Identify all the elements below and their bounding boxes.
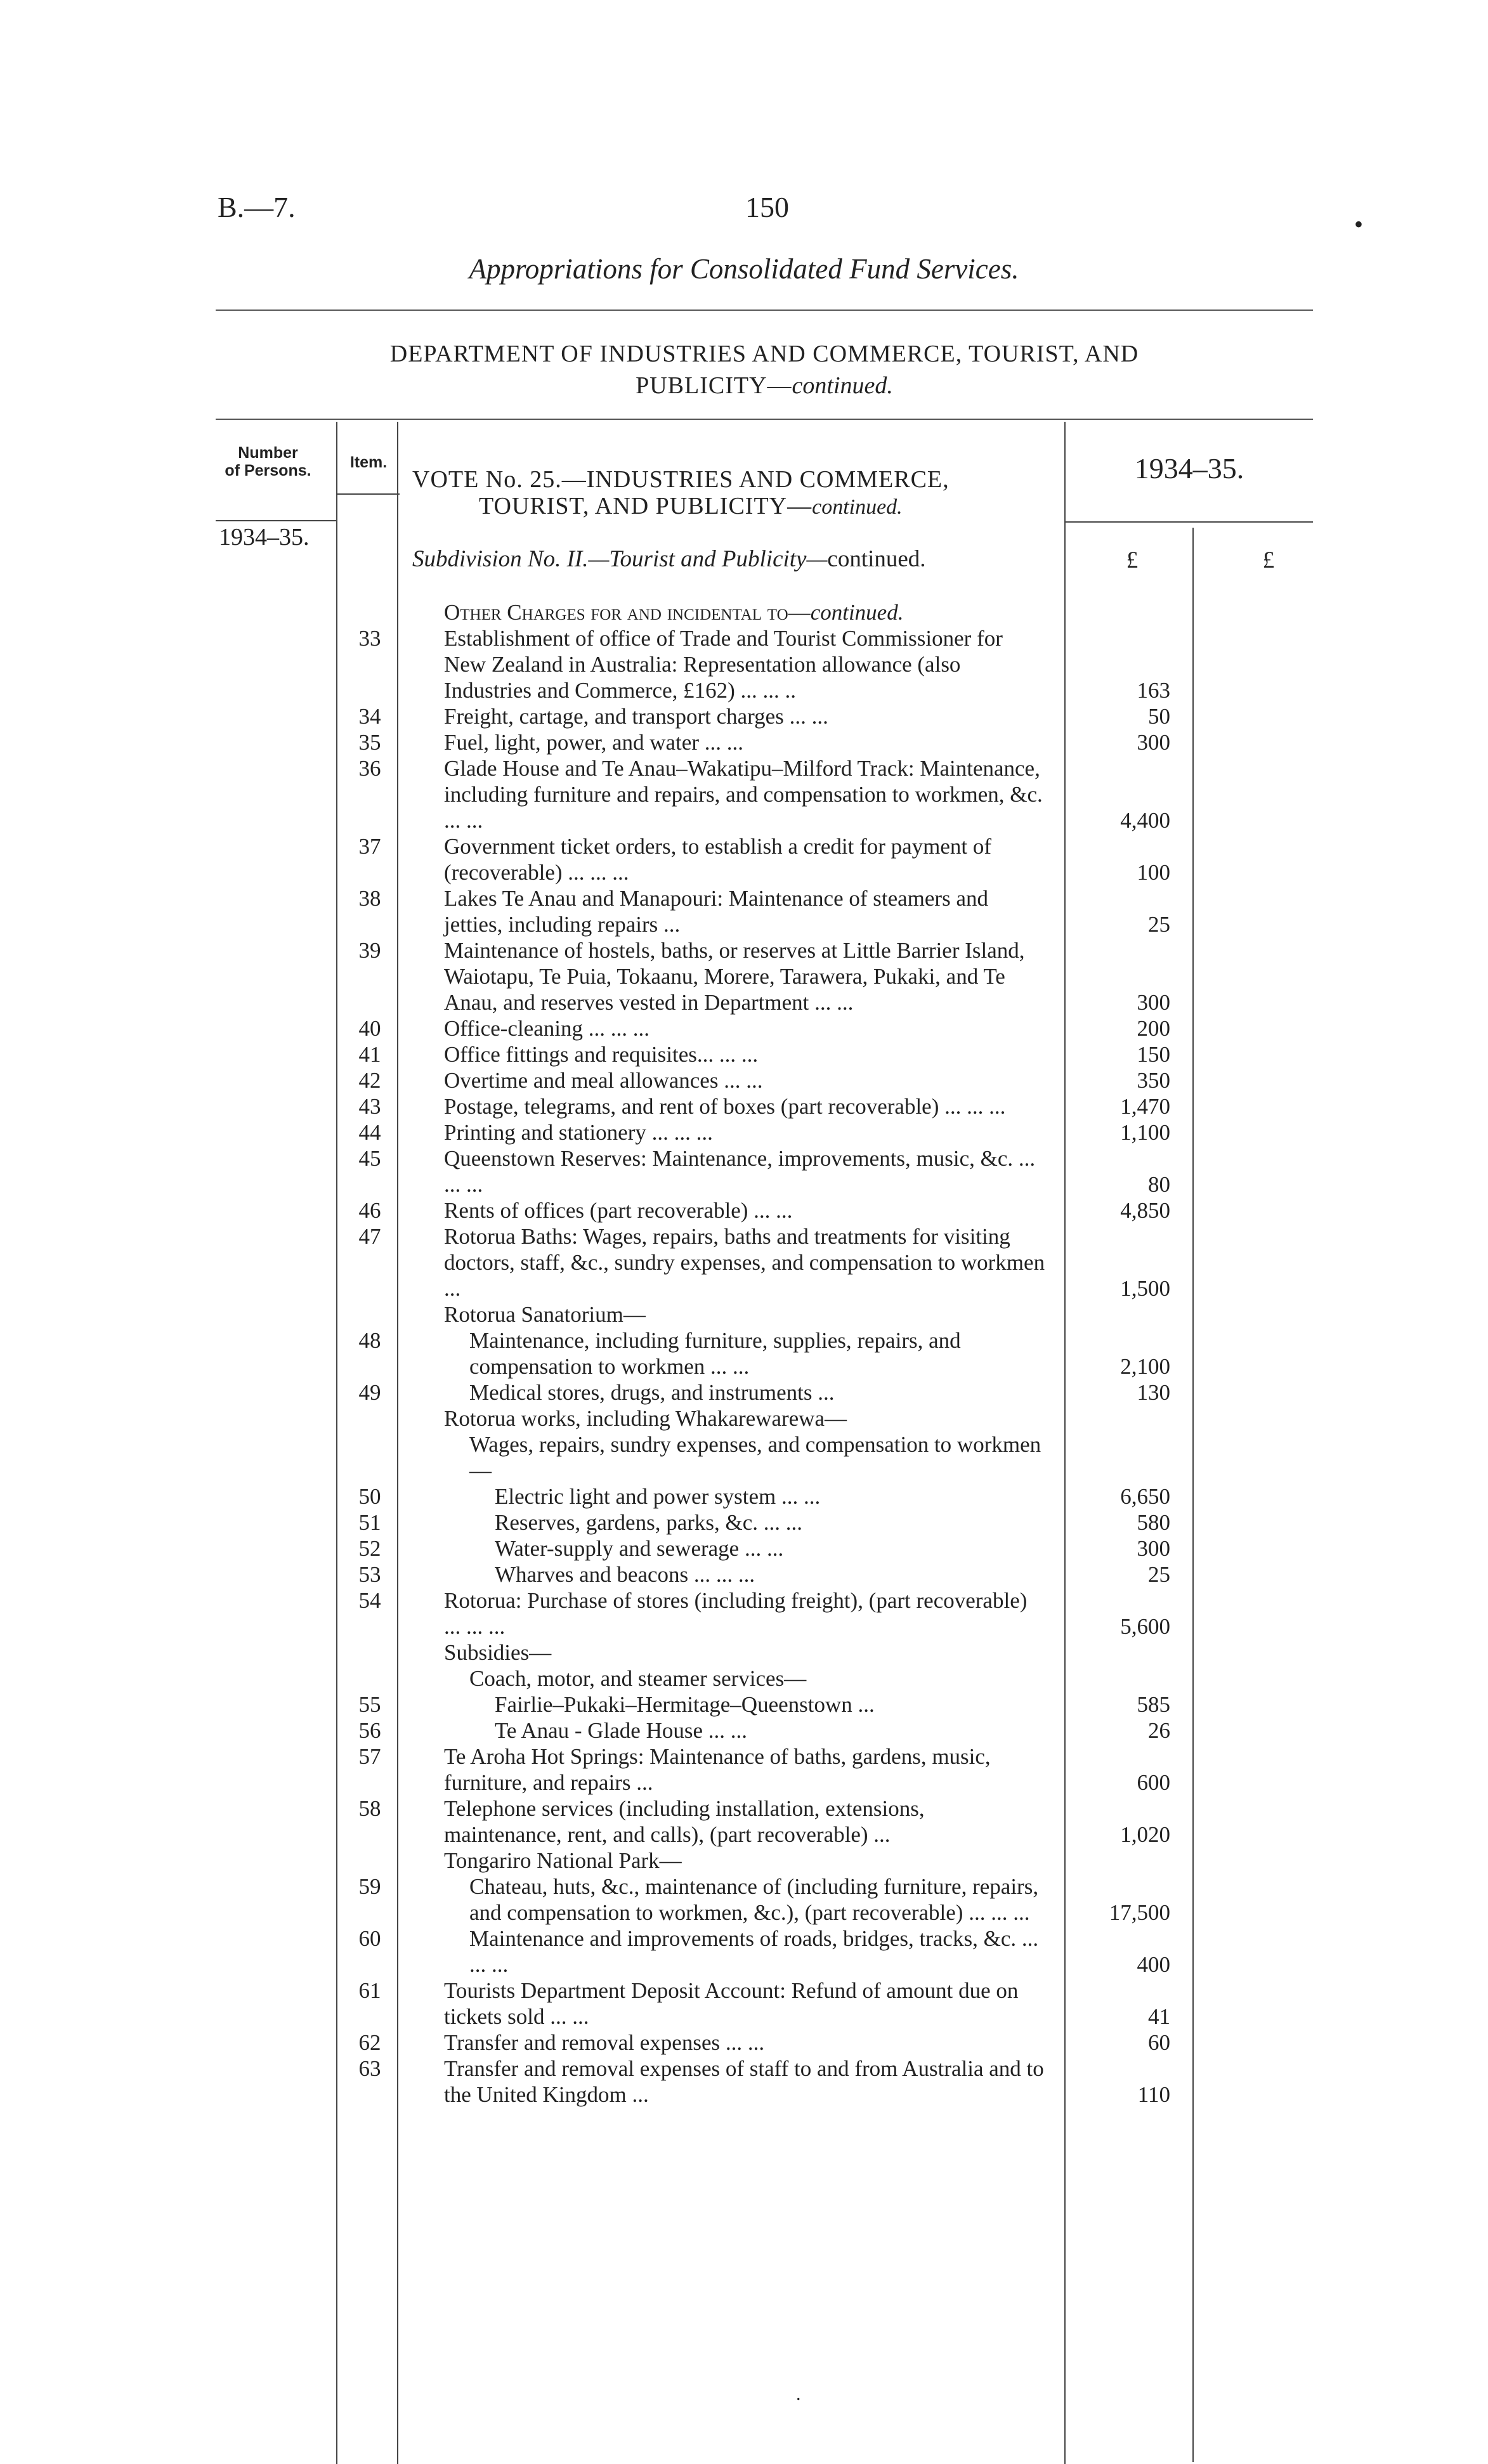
item-amount: 60 xyxy=(1148,2030,1170,2055)
item-amount: 200 xyxy=(1137,1016,1170,1041)
department-title xyxy=(216,338,1313,401)
item-description: Transfer and removal expenses of staff to and from Australia and to the United Kingdom ... xyxy=(444,2056,1044,2107)
item-number: 60 xyxy=(358,1926,381,1951)
item-description: Coach, motor, and steamer services— xyxy=(469,1666,807,1691)
item-description: Reserves, gardens, parks, &c. ... ... xyxy=(495,1510,803,1535)
table-row xyxy=(0,1665,1488,1692)
item-description: Chateau, huts, &c., maintenance of (including furniture, repairs, and compensation to workmen, &c.), (part recoverable) ... ... ... xyxy=(469,1874,1039,1925)
item-number: 50 xyxy=(358,1484,381,1509)
subdivision-continued: continued. xyxy=(827,546,926,572)
subdivision-heading: Subdivision No. II.—Tourist and Publicity—continued. xyxy=(412,546,926,572)
table-row xyxy=(0,1874,1488,1926)
persons-header-rule xyxy=(216,520,336,521)
table-row xyxy=(0,1509,1488,1535)
department-continued: continued. xyxy=(792,372,893,399)
item-amount: 4,400 xyxy=(1120,808,1170,833)
item-description: Wages, repairs, sundry expenses, and compensation to workmen— xyxy=(469,1432,1041,1483)
item-amount: 300 xyxy=(1137,730,1170,755)
table-row xyxy=(0,1197,1488,1223)
table-row xyxy=(0,1926,1488,1978)
item-description: Maintenance and improvements of roads, bridges, tracks, &c. ... ... ... xyxy=(469,1926,1039,1977)
item-number: 41 xyxy=(358,1042,381,1067)
item-description: Subsidies— xyxy=(444,1640,552,1665)
table-row xyxy=(0,1587,1488,1639)
item-description: Government ticket orders, to establish a credit for payment of (recoverable) ... ... ... xyxy=(444,834,992,885)
item-description: Wharves and beacons ... ... ... xyxy=(495,1562,755,1587)
item-description: Glade House and Te Anau–Wakatipu–Milford Track: Maintenance, including furniture and repairs, and compensation to workmen, &c. ... ... xyxy=(444,756,1043,833)
table-row xyxy=(0,1978,1488,2030)
item-description: Office-cleaning ... ... ... xyxy=(444,1016,649,1041)
currency-symbol-total: £ xyxy=(1262,547,1275,573)
vote-header xyxy=(412,466,1047,521)
document-reference: B.—7. xyxy=(218,191,296,223)
item-description: Electric light and power system ... ... xyxy=(495,1484,821,1509)
table-row xyxy=(0,1223,1488,1301)
item-description: Maintenance, including furniture, supplies, repairs, and compensation to workmen ... ... xyxy=(469,1328,961,1379)
item-number: 35 xyxy=(358,730,381,755)
persons-year: 1934–35. xyxy=(219,524,310,551)
item-number: 54 xyxy=(358,1588,381,1613)
table-row xyxy=(0,1405,1488,1431)
item-number: 63 xyxy=(358,2056,381,2081)
table-row xyxy=(0,937,1488,1015)
item-amount: 26 xyxy=(1148,1718,1170,1743)
department-title-line2: PUBLICITY—continued. xyxy=(636,372,893,399)
item-number: 57 xyxy=(358,1744,381,1769)
item-amount: 150 xyxy=(1137,1042,1170,1067)
item-number: 43 xyxy=(358,1094,381,1119)
item-header: Item. xyxy=(349,453,388,471)
item-description: Te Aroha Hot Springs: Maintenance of baths, gardens, music, furniture, and repairs ... xyxy=(444,1744,991,1795)
item-number: 42 xyxy=(358,1068,381,1093)
item-description: Maintenance of hostels, baths, or reserves at Little Barrier Island, Waiotapu, Te Puia, Tokaanu, Morere, Tarawera, Pukaki, and Te Anau, and reserves vested in Department ... ... xyxy=(444,938,1025,1015)
item-number: 61 xyxy=(358,1978,381,2003)
item-number: 36 xyxy=(358,756,381,781)
table-row xyxy=(0,1848,1488,1874)
item-description: Tourists Department Deposit Account: Refund of amount due on tickets sold ... ... xyxy=(444,1978,1019,2029)
item-description: Queenstown Reserves: Maintenance, improvements, music, &c. ... ... ... xyxy=(444,1146,1036,1197)
table-row xyxy=(0,1431,1488,1483)
item-description: Te Anau - Glade House ... ... xyxy=(495,1718,748,1743)
item-number: 53 xyxy=(358,1562,381,1587)
table-row xyxy=(0,1379,1488,1405)
table-row xyxy=(0,1067,1488,1093)
item-amount: 163 xyxy=(1137,678,1170,703)
item-number: 39 xyxy=(358,938,381,963)
table-row xyxy=(0,1692,1488,1718)
year-header-rule xyxy=(1064,521,1313,523)
item-number: 33 xyxy=(358,626,381,651)
item-amount: 300 xyxy=(1137,990,1170,1015)
table-row xyxy=(0,1561,1488,1587)
item-number: 45 xyxy=(358,1146,381,1171)
item-description: Rotorua Sanatorium— xyxy=(444,1302,646,1327)
item-description: Freight, cartage, and transport charges ... ... xyxy=(444,704,828,729)
table-row xyxy=(0,1483,1488,1509)
item-description: Telephone services (including installation, extensions, maintenance, rent, and calls), (part recoverable) ... xyxy=(444,1796,925,1847)
item-amount: 1,100 xyxy=(1120,1120,1170,1145)
item-amount: 350 xyxy=(1137,1068,1170,1093)
item-description: Printing and stationery ... ... ... xyxy=(444,1120,713,1145)
table-row xyxy=(0,755,1488,833)
item-amount: 1,470 xyxy=(1120,1094,1170,1119)
item-number: 49 xyxy=(358,1380,381,1405)
table-row xyxy=(0,1535,1488,1561)
item-amount: 41 xyxy=(1148,2004,1170,2029)
table-row xyxy=(0,1041,1488,1067)
item-description: Rotorua: Purchase of stores (including freight), (part recoverable) ... ... ... xyxy=(444,1588,1028,1639)
item-amount: 580 xyxy=(1137,1510,1170,1535)
item-number: 37 xyxy=(358,834,381,859)
item-description: Postage, telegrams, and rent of boxes (part recoverable) ... ... ... xyxy=(444,1094,1006,1119)
table-row xyxy=(0,703,1488,729)
table-row xyxy=(0,1327,1488,1379)
currency-symbol-items: £ xyxy=(1126,547,1139,573)
item-number: 44 xyxy=(358,1120,381,1145)
item-number: 52 xyxy=(358,1536,381,1561)
item-description: Transfer and removal expenses ... ... xyxy=(444,2030,765,2055)
table-row xyxy=(0,1718,1488,1744)
item-number: 56 xyxy=(358,1718,381,1743)
item-amount: 400 xyxy=(1137,1952,1170,1977)
vote-header-line2: TOURIST, AND PUBLICITY—continued. xyxy=(479,493,903,519)
item-description: Rotorua works, including Whakarewarewa— xyxy=(444,1406,847,1431)
item-amount: 2,100 xyxy=(1120,1354,1170,1379)
item-description: Fuel, light, power, and water ... ... xyxy=(444,730,743,755)
section-continued: continued. xyxy=(810,600,904,625)
top-rule xyxy=(216,310,1313,311)
item-number: 51 xyxy=(358,1510,381,1535)
item-description: Lakes Te Anau and Manapouri: Maintenance of steamers and jetties, including repairs ... xyxy=(444,886,988,937)
item-amount: 1,020 xyxy=(1120,1822,1170,1847)
item-number: 38 xyxy=(358,886,381,911)
item-description: Overtime and meal allowances ... ... xyxy=(444,1068,763,1093)
table-row xyxy=(0,625,1488,703)
item-amount: 50 xyxy=(1148,704,1170,729)
table-row xyxy=(0,1301,1488,1327)
item-description: Establishment of office of Trade and Tourist Commissioner for New Zealand in Australia: Representation allowance (also Industries and Commerce, £162) ... ... .. xyxy=(444,626,1003,703)
item-amount: 300 xyxy=(1137,1536,1170,1561)
table-row xyxy=(0,1093,1488,1119)
item-amount: 130 xyxy=(1137,1380,1170,1405)
section-heading-row xyxy=(0,599,1488,625)
item-number: 47 xyxy=(358,1224,381,1249)
table-row xyxy=(0,833,1488,885)
item-header-rule xyxy=(336,493,400,495)
footer-mark: . xyxy=(796,2383,801,2404)
table-row xyxy=(0,2030,1488,2056)
item-amount: 600 xyxy=(1137,1770,1170,1795)
item-number: 40 xyxy=(358,1016,381,1041)
item-amount: 25 xyxy=(1148,912,1170,937)
table-row xyxy=(0,1145,1488,1197)
item-amount: 585 xyxy=(1137,1692,1170,1717)
item-description: Office fittings and requisites... ... ... xyxy=(444,1042,759,1067)
item-number: 55 xyxy=(358,1692,381,1717)
table-row xyxy=(0,729,1488,755)
item-number: 62 xyxy=(358,2030,381,2055)
vote-header-line1: VOTE No. 25.—INDUSTRIES AND COMMERCE, xyxy=(412,466,950,493)
item-number: 48 xyxy=(358,1328,381,1353)
item-amount: 6,650 xyxy=(1120,1484,1170,1509)
item-amount: 100 xyxy=(1137,860,1170,885)
item-description: Tongariro National Park— xyxy=(444,1848,682,1873)
year-header: 1934–35. xyxy=(1134,452,1244,485)
item-number: 58 xyxy=(358,1796,381,1821)
item-amount: 5,600 xyxy=(1120,1614,1170,1639)
department-title-line1: DEPARTMENT OF INDUSTRIES AND COMMERCE, TOURIST, AND xyxy=(389,341,1139,367)
number-of-persons-header: Number of Persons. xyxy=(225,444,311,479)
item-number: 34 xyxy=(358,704,381,729)
table-row xyxy=(0,1015,1488,1041)
table-row xyxy=(0,2056,1488,2108)
table-top-rule xyxy=(216,419,1313,420)
item-amount: 1,500 xyxy=(1120,1276,1170,1301)
item-description: Rents of offices (part recoverable) ... ... xyxy=(444,1198,793,1223)
item-description: Rotorua Baths: Wages, repairs, baths and treatments for visiting doctors, staff, &c., sundry expenses, and compensation to workmen ... xyxy=(444,1224,1045,1301)
vote-continued: continued. xyxy=(812,495,903,519)
page-number: 150 xyxy=(745,191,789,223)
item-description: Water-supply and sewerage ... ... xyxy=(495,1536,784,1561)
item-description: Medical stores, drugs, and instruments ... xyxy=(469,1380,835,1405)
table-row xyxy=(0,1796,1488,1848)
table-row xyxy=(0,885,1488,937)
item-amount: 4,850 xyxy=(1120,1198,1170,1223)
table-row xyxy=(0,1639,1488,1665)
ink-mark: • xyxy=(1354,210,1364,238)
item-description: Fairlie–Pukaki–Hermitage–Queenstown ... xyxy=(495,1692,875,1717)
item-number: 46 xyxy=(358,1198,381,1223)
page-subtitle: Appropriations for Consolidated Fund Services. xyxy=(469,253,1019,285)
table-row xyxy=(0,1744,1488,1796)
table-row xyxy=(0,1119,1488,1145)
item-number: 59 xyxy=(358,1874,381,1899)
item-amount: 25 xyxy=(1148,1562,1170,1587)
section-heading: Other Charges for and incidental to—continued. xyxy=(444,600,904,625)
item-amount: 110 xyxy=(1137,2082,1170,2107)
item-amount: 17,500 xyxy=(1109,1900,1170,1925)
appropriation-rows xyxy=(0,599,1488,2108)
item-amount: 80 xyxy=(1148,1172,1170,1197)
